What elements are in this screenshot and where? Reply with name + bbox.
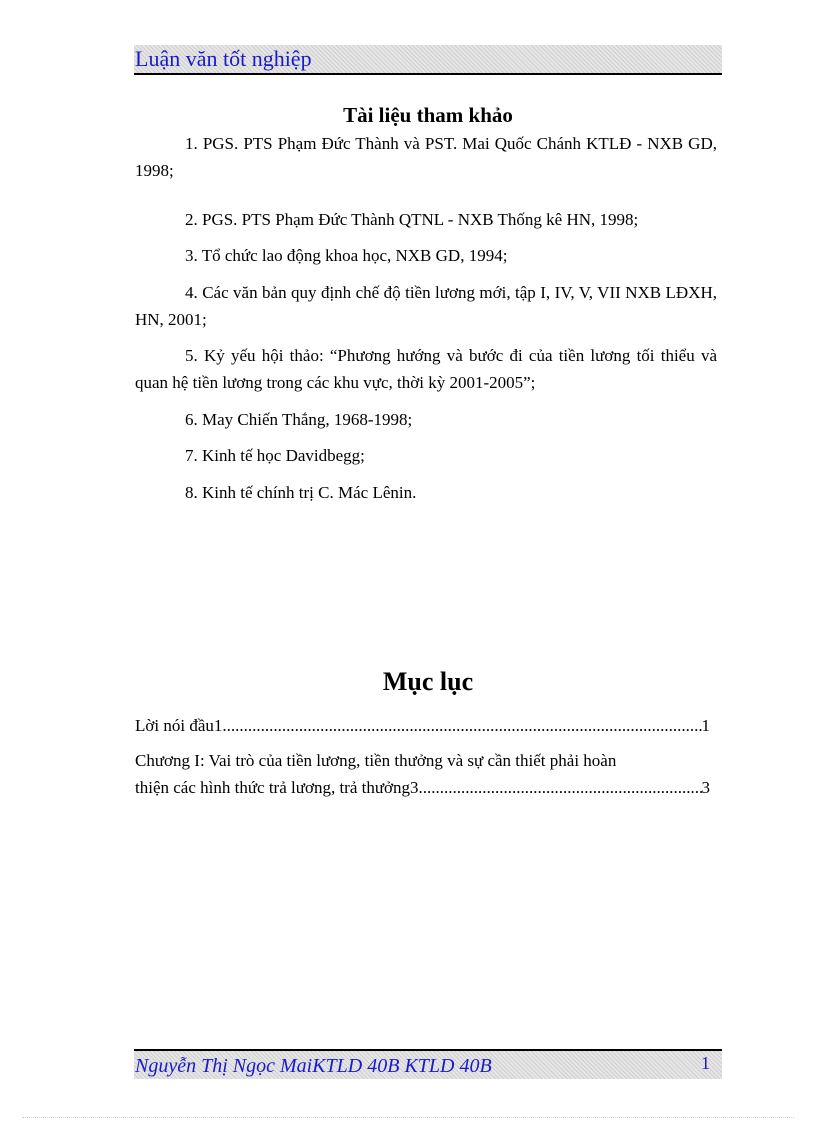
toc-entry-page: 3 bbox=[701, 778, 710, 797]
page-footer bbox=[134, 1049, 722, 1079]
reference-item: 7. Kinh tế học Davidbegg; bbox=[185, 446, 365, 465]
toc-entry-page: 1 bbox=[701, 716, 710, 735]
reference-item: 6. May Chiến Thắng, 1968-1998; bbox=[185, 410, 413, 429]
toc-leader-dots bbox=[222, 712, 701, 739]
toc-entry-text-line1: Chương I: Vai trò của tiền lương, tiền thưởng và sự cần thiết phải hoàn bbox=[135, 751, 617, 770]
reference-item: 5. Kỷ yếu hội thảo: “Phương hướng và bước đi của tiền lương tối thiểu và quan hệ tiền lương trong các khu vực, thời kỳ 2001-2005”; bbox=[135, 346, 717, 392]
page-number: 1 bbox=[701, 1053, 710, 1073]
toc-entry-text: Lời nói đầu1 bbox=[135, 716, 223, 735]
toc-heading: Mục lục bbox=[382, 667, 474, 696]
reference-item: 4. Các văn bản quy định chế độ tiền lương mới, tập I, IV, V, VII NXB LĐXH, HN, 2001; bbox=[135, 283, 717, 329]
page-bottom-rule bbox=[22, 1117, 794, 1118]
toc-entry[interactable] bbox=[135, 712, 710, 739]
footer-author: Nguyễn Thị Ngọc MaiKTLD 40B KTLD 40B bbox=[135, 1055, 492, 1077]
reference-item: 2. PGS. PTS Phạm Đức Thành QTNL - NXB Thống kê HN, 1998; bbox=[185, 210, 639, 229]
reference-item: 8. Kinh tế chính trị C. Mác Lênin. bbox=[185, 483, 417, 502]
toc-entry-text-line2: thiện các hình thức trả lương, trả thưởng3 bbox=[135, 778, 419, 797]
reference-item: 3. Tổ chức lao động khoa học, NXB GD, 1994; bbox=[185, 246, 508, 265]
references-heading: Tài liệu tham khảo bbox=[343, 103, 513, 127]
toc-leader-dots bbox=[419, 774, 702, 801]
document-title: Luận văn tốt nghiệp bbox=[135, 46, 312, 71]
toc-entry[interactable] bbox=[135, 747, 710, 801]
page-header bbox=[134, 45, 722, 75]
reference-item: 1. PGS. PTS Phạm Đức Thành và PST. Mai Quốc Chánh KTLĐ - NXB GD, 1998; bbox=[135, 134, 717, 180]
